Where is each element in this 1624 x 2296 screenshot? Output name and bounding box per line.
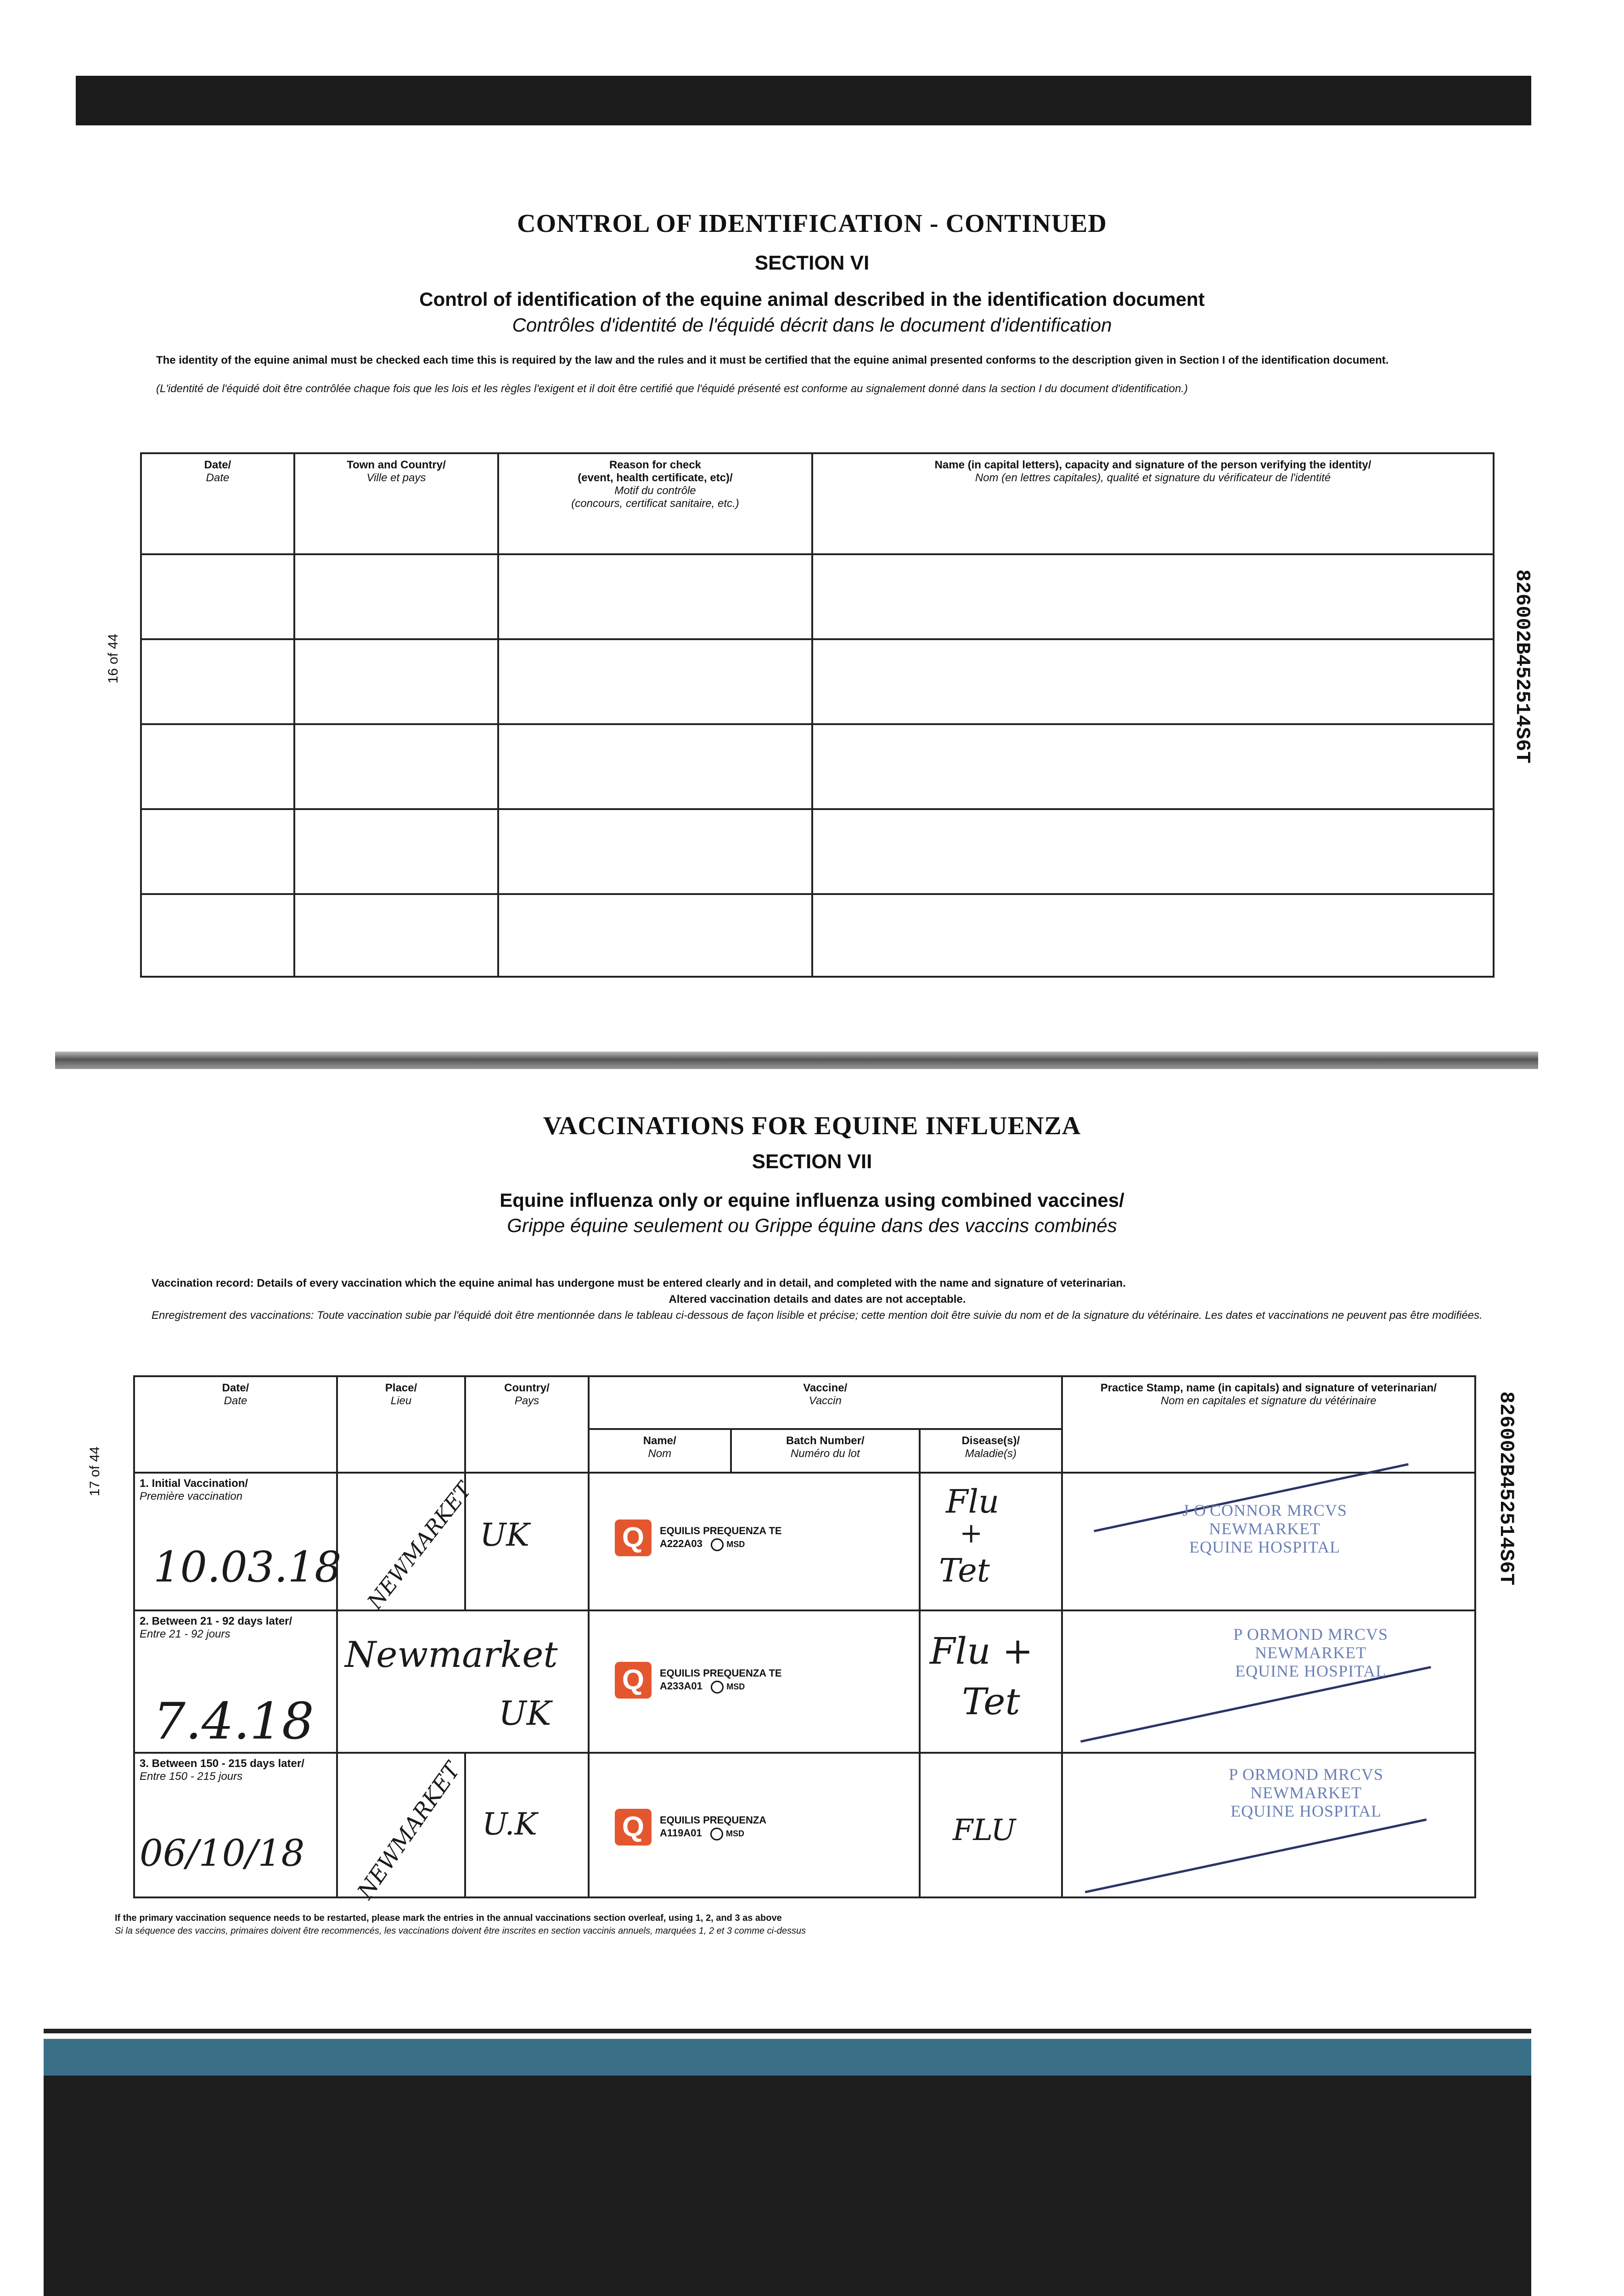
row3-place-value: NEWMARKET (352, 1757, 466, 1904)
restart-note-fr: Si la séquence des vaccins, primaires doivent être recommencés, les vaccinations doivent être inscrites en section vaccinis annuels, marquées 1, 2 et 3 comme ci-dessus (115, 1926, 806, 1936)
row2-date-cell[interactable] (134, 1610, 337, 1753)
row3-msd-label: MSD (726, 1829, 745, 1839)
ueln-code-lower: 826002B452514S6T (1495, 1391, 1517, 1586)
table-row (141, 639, 1494, 724)
vcol-vaccine-fr: Vaccin (809, 1395, 842, 1407)
row2-batch-number (660, 1680, 782, 1693)
col-town-fr: Ville et pays (366, 472, 426, 484)
row1-country-cell[interactable] (465, 1473, 589, 1610)
vaccinations-subtitle-fr: Grippe équine seulement ou Grippe équine dans des vaccins combinés (507, 1215, 1117, 1236)
row1-vaccine-cell[interactable] (589, 1473, 920, 1610)
row3-disease-line1: FLU (953, 1813, 1016, 1847)
vaccination-row-2 (134, 1610, 1475, 1753)
vcol-country-en: Country/ (504, 1382, 550, 1394)
vcol-place-fr: Lieu (390, 1395, 412, 1407)
vcol-stamp-fr: Nom en capitales et signature du vétérinaire (1161, 1395, 1377, 1407)
row2-stamp-cell[interactable] (1062, 1610, 1475, 1753)
col-reason-en: Reason for check (609, 459, 702, 471)
row1-label-fr: Première vaccination (140, 1490, 243, 1503)
row3-label-en: 3. Between 150 - 215 days later/ (140, 1757, 304, 1770)
row3-date-cell[interactable] (134, 1753, 337, 1897)
row1-stamp-line3: EQUINE HOSPITAL (1189, 1538, 1341, 1556)
bottom-scan-band (44, 2039, 1531, 2076)
row3-place-cell[interactable] (337, 1753, 466, 1904)
col-verifier (812, 453, 1494, 554)
vcol-place-en: Place/ (385, 1382, 417, 1394)
row2-date-value: 7.4.18 (153, 1692, 314, 1750)
row2-disease-line1: Flu + (930, 1630, 1034, 1672)
vaccine-logo-icon: Q (615, 1662, 652, 1699)
row3-batch-value: A119A01 (659, 1827, 702, 1839)
control-subtitle-fr: Contrôles d'identité de l'équidé décrit dans le document d'identification (512, 314, 1112, 336)
msd-logo-icon (710, 1828, 723, 1840)
row2-msd-label: MSD (726, 1682, 745, 1692)
row3-vaccine-sticker (615, 1809, 766, 1846)
row1-country-value: UK (480, 1517, 530, 1553)
vcol-country (465, 1376, 589, 1473)
vcol-name-fr: Nom (648, 1447, 672, 1460)
vaccinations-title: VACCINATIONS FOR EQUINE INFLUENZA (543, 1112, 1081, 1140)
row3-practice-stamp (1187, 1765, 1426, 1820)
col-town (294, 453, 498, 554)
row3-vaccine-cell[interactable] (589, 1753, 920, 1897)
col-town-en: Town and Country/ (347, 459, 446, 471)
row2-place-country-cell[interactable] (337, 1610, 589, 1753)
msd-logo-icon (711, 1681, 724, 1694)
row1-batch-value: A222A03 (659, 1538, 702, 1550)
vaccination-table (133, 1375, 1476, 1904)
bottom-rule (44, 2029, 1531, 2033)
row1-vaccine-name: EQUILIS PREQUENZA TE (659, 1525, 782, 1537)
vcol-batch-en: Batch Number/ (786, 1435, 865, 1447)
row3-stamp-line3: EQUINE HOSPITAL (1231, 1802, 1382, 1820)
vcol-name (589, 1429, 731, 1473)
vcol-disease-fr: Maladie(s) (965, 1447, 1017, 1460)
row3-disease-cell[interactable] (920, 1753, 1062, 1897)
col-reason-fr2: (concours, certificat sanitaire, etc.) (571, 497, 739, 510)
vaccinations-subtitle-en: Equine influenza only or equine influenza using combined vaccines/ (500, 1189, 1124, 1211)
vcol-place (337, 1376, 465, 1473)
bottom-scan-bar (44, 2076, 1531, 2296)
row2-label-fr: Entre 21 - 92 jours (140, 1628, 230, 1640)
row3-vaccine-name: EQUILIS PREQUENZA (659, 1814, 767, 1826)
row2-country-value: UK (499, 1694, 551, 1733)
col-reason-fr: Motif du contrôle (614, 484, 696, 497)
row3-stamp-cell[interactable] (1062, 1753, 1475, 1897)
control-title: CONTROL OF IDENTIFICATION - CONTINUED (517, 209, 1107, 238)
vaccination-row-1 (134, 1473, 1475, 1610)
row2-disease-line2: Tet (962, 1680, 1020, 1723)
row1-stamp-line2: NEWMARKET (1209, 1519, 1321, 1538)
top-scan-bar (76, 76, 1531, 125)
table-row (141, 894, 1494, 977)
page-number-17: 17 of 44 (87, 1446, 102, 1497)
row1-msd-label: MSD (726, 1540, 745, 1549)
restart-note-en: If the primary vaccination sequence needs to be restarted, please mark the entries in the annual vaccinations section overleaf, using 1, 2, and 3 as above (115, 1913, 782, 1923)
vaccine-logo-icon: Q (615, 1809, 652, 1846)
row1-place-value: NEWMARKET (362, 1477, 477, 1614)
row2-vaccine-sticker (615, 1662, 782, 1699)
row2-stamp-line3: EQUINE HOSPITAL (1235, 1662, 1387, 1680)
row1-date-cell[interactable] (134, 1473, 342, 1610)
row3-batch-number (660, 1827, 766, 1840)
control-note-en: The identity of the equine animal must be checked each time this is required by the law and the rules and it must be certified that the equine animal presented conforms to the description given in Section I of the identification document. (156, 354, 1389, 366)
row2-label-en: 2. Between 21 - 92 days later/ (140, 1615, 292, 1627)
col-verifier-fr: Nom (en lettres capitales), qualité et signature du vérificateur de l'identité (975, 472, 1331, 484)
vaccination-note-en2: Altered vaccination details and dates are not acceptable. (669, 1293, 966, 1306)
row1-disease-cell[interactable] (920, 1473, 1062, 1610)
row3-stamp-line2: NEWMARKET (1250, 1784, 1362, 1802)
page-number-16: 16 of 44 (106, 634, 121, 684)
vcol-date-fr: Date (224, 1395, 247, 1407)
col-date (141, 453, 294, 554)
row1-disease-line2: + (960, 1517, 983, 1549)
vcol-vaccine-en: Vaccine/ (803, 1382, 848, 1394)
row2-place-value: Newmarket (345, 1634, 558, 1676)
vcol-date-en: Date/ (222, 1382, 249, 1394)
row2-stamp-line2: NEWMARKET (1255, 1643, 1367, 1662)
control-note-fr: (L'identité de l'équidé doit être contrôlée chaque fois que les lois et les règles l'exigent et il doit être certifié que l'équidé présenté est conforme au signalement donné dans la section I du document d'identification.) (156, 383, 1188, 395)
row1-place-cell[interactable] (337, 1473, 477, 1614)
row1-disease-line1: Flu (946, 1483, 1000, 1520)
row2-batch-value: A233A01 (659, 1680, 702, 1692)
row3-country-cell[interactable] (465, 1753, 589, 1897)
row1-disease-line3: Tet (939, 1552, 990, 1589)
ueln-code-upper: 826002B452514S6T (1511, 569, 1534, 764)
vcol-country-fr: Pays (514, 1395, 539, 1407)
col-reason-en2: (event, health certificate, etc)/ (578, 472, 733, 484)
vaccination-row-3 (134, 1753, 1475, 1897)
section-vi-heading: SECTION VI (754, 252, 870, 274)
col-verifier-en: Name (in capital letters), capacity and signature of the person verifying the identity/ (934, 459, 1371, 471)
vaccine-logo-icon: Q (615, 1519, 652, 1556)
identity-check-table (140, 452, 1495, 978)
row2-vaccine-name: EQUILIS PREQUENZA TE (659, 1667, 782, 1679)
msd-logo-icon (711, 1538, 724, 1551)
row1-stamp-cell[interactable] (1062, 1473, 1475, 1610)
vaccination-note-en: Vaccination record: Details of every vaccination which the equine animal has undergone must be entered clearly and in detail, and completed with the name and signature of veterinarian. (152, 1277, 1126, 1289)
section-vii-heading: SECTION VII (752, 1150, 872, 1173)
page-fold-divider (55, 1052, 1538, 1069)
row1-date-value: 10.03.18 (153, 1542, 342, 1592)
vcol-name-en: Name/ (643, 1435, 676, 1447)
row1-stamp-line1: J O'CONNOR MRCVS (1182, 1501, 1347, 1519)
row3-label-fr: Entre 150 - 215 jours (140, 1770, 243, 1783)
row3-signature (1085, 1818, 1426, 1893)
row1-vaccine-sticker (615, 1519, 782, 1556)
vcol-date (134, 1376, 337, 1473)
row1-practice-stamp (1090, 1501, 1439, 1556)
control-subtitle-en: Control of identification of the equine animal described in the identification document (419, 288, 1205, 310)
table-row (141, 724, 1494, 809)
row2-disease-cell[interactable] (920, 1610, 1062, 1753)
vaccination-note-fr: Enregistrement des vaccinations: Toute vaccination subie par l'équidé doit être mentionnée dans le tableau ci-dessous de façon lisible et précise; cette mention doit être suivie du nom et de la signature du vétérinaire. Les dates et vaccinations ne peuvent pas être modifiées. (152, 1309, 1483, 1322)
table-row (141, 554, 1494, 639)
vcol-batch-fr: Numéro du lot (790, 1447, 860, 1460)
vcol-vaccine (589, 1376, 1062, 1429)
col-date-en: Date/ (204, 459, 231, 471)
row2-vaccine-cell[interactable] (589, 1610, 920, 1753)
row1-label-en: 1. Initial Vaccination/ (140, 1477, 248, 1490)
row2-stamp-line1: P ORMOND MRCVS (1233, 1625, 1388, 1643)
row1-batch-number (660, 1537, 782, 1551)
row3-stamp-line1: P ORMOND MRCVS (1229, 1765, 1383, 1784)
row2-practice-stamp (1191, 1625, 1430, 1680)
vcol-disease-en: Disease(s)/ (961, 1435, 1020, 1447)
table-row (141, 809, 1494, 894)
vcol-stamp-en: Practice Stamp, name (in capitals) and signature of veterinarian/ (1100, 1382, 1437, 1394)
vcol-stamp (1062, 1376, 1475, 1473)
vcol-disease (920, 1429, 1062, 1473)
row3-country-value: U.K (482, 1806, 537, 1842)
col-reason (498, 453, 812, 554)
row3-date-value: 06/10/18 (140, 1832, 305, 1874)
vcol-batch (731, 1429, 920, 1473)
col-date-fr: Date (206, 472, 230, 484)
